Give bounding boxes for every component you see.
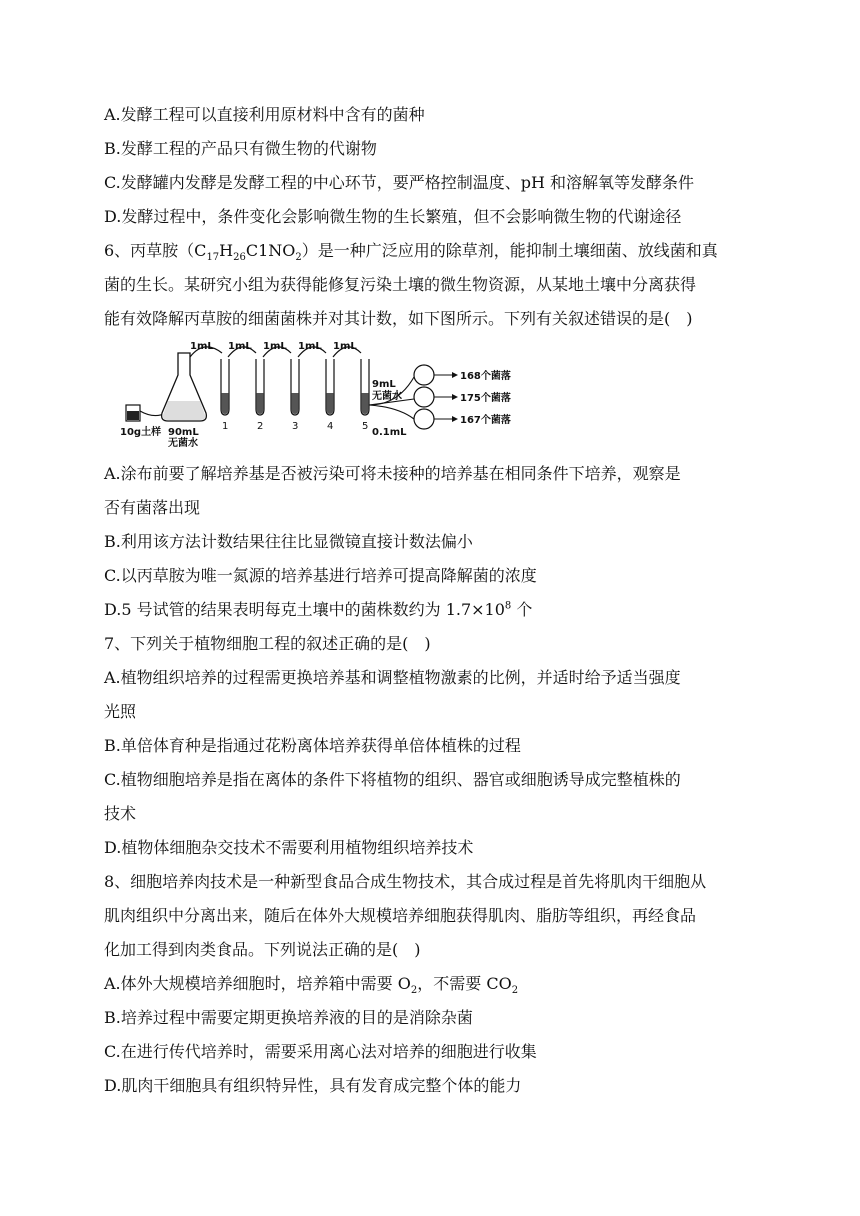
q6-option-d-text: D.5 号试管的结果表明每克土壤中的菌株数约为 1.7×10 (104, 600, 505, 619)
colony-count-1: 168个菌落 (460, 371, 511, 382)
q8-option-c: C.在进行传代培养时，需要采用离心法对培养的细胞进行收集 (104, 1042, 537, 1061)
q8-stem-line-2: 肌肉组织中分离出来，随后在体外大规模培养细胞获得肌肉、脂肪等组织，再经食品 (104, 906, 697, 925)
q8-formula-sub: 2 (511, 985, 519, 997)
q7-option-b: B.单倍体育种是指通过花粉离体培养获得单倍体植株的过程 (104, 736, 521, 755)
transfer-label: 1mL (298, 341, 322, 352)
q6-option-a-line-2: 否有菌落出现 (104, 498, 201, 517)
q6-option-d (104, 599, 532, 621)
dilution-diagram (118, 335, 558, 447)
q8-option-a-text: A.体外大规模培养细胞时，培养箱中需要 O (104, 974, 411, 993)
q6-stem-line-1 (104, 240, 718, 262)
q8-option-b: B.培养过程中需要定期更换培养液的目的是消除杂菌 (104, 1008, 473, 1027)
q6-formula-sub: 2 (295, 252, 302, 264)
flask-label-water: 无菌水 (168, 438, 198, 447)
result-arrow-head (452, 372, 458, 378)
q5-option-d: D.发酵过程中，条件变化会影响微生物的生长繁殖，但不会影响微生物的代谢途径 (104, 207, 682, 226)
plate-volume-label: 0.1mL (372, 427, 407, 438)
soil-fill (127, 411, 139, 420)
colony-count-2: 175个菌落 (460, 393, 511, 404)
q7-option-a-line-2: 光照 (104, 702, 137, 721)
q6-option-c: C.以丙草胺为唯一氮源的培养基进行培养可提高降解菌的浓度 (104, 566, 537, 585)
result-arrow-head (452, 394, 458, 400)
test-tube-2 (256, 359, 264, 415)
q6-option-d-exponent: 8 (504, 600, 512, 612)
petri-dish-1 (414, 365, 434, 385)
transfer-label: 1mL (263, 341, 287, 352)
q7-option-c-line-1: C.植物细胞培养是指在离体的条件下将植物的组织、器官或细胞诱导成完整植株的 (104, 770, 681, 789)
soil-label: 10g土样 (120, 427, 162, 438)
q8-stem-line-3: 化加工得到肉类食品。下列说法正确的是( ) (104, 940, 421, 959)
q7-option-d: D.植物体细胞杂交技术不需要利用植物组织培养技术 (104, 838, 474, 857)
transfer-label: 1mL (190, 341, 214, 352)
tube-number: 1 (222, 421, 229, 432)
q6-stem-text: 6、丙草胺（C (104, 241, 207, 260)
tube-water-label: 无菌水 (372, 391, 402, 402)
tube-number: 2 (257, 421, 264, 432)
q7-option-a-line-1: A.植物组织培养的过程需更换培养基和调整植物激素的比例，并适时给予适当强度 (104, 668, 681, 687)
q6-stem-line-2: 菌的生长。某研究小组为获得能修复污染土壤的微生物资源，从某地土壤中分离获得 (104, 275, 697, 294)
q5-option-a: A.发酵工程可以直接利用原材料中含有的菌种 (104, 105, 425, 124)
tube-water-volume: 9mL (372, 379, 396, 390)
colony-count-3: 167个菌落 (460, 415, 511, 426)
q6-stem-line-3: 能有效降解丙草胺的细菌菌株并对其计数，如下图所示。下列有关叙述错误的是( ) (104, 309, 693, 328)
q6-formula-sub: 26 (233, 252, 246, 264)
q6-option-a-line-1: A.涂布前要了解培养基是否被污染可将未接种的培养基在相同条件下培养，观察是 (104, 464, 681, 483)
tube-number: 3 (292, 421, 299, 432)
transfer-label: 1mL (333, 341, 357, 352)
flask-label-volume: 90mL (168, 427, 199, 438)
q6-stem-text: H (219, 241, 234, 260)
test-tube-4 (326, 359, 334, 415)
q8-option-a-text: ，不需要 CO (417, 974, 512, 993)
test-tube-3 (291, 359, 299, 415)
tube-number: 4 (327, 421, 334, 432)
q6-stem-text: ）是一种广泛应用的除草剂，能抑制土壤细菌、放线菌和真 (301, 241, 718, 260)
transfer-label: 1mL (228, 341, 252, 352)
test-tube-1 (221, 359, 229, 415)
q6-formula-sub: 17 (206, 252, 220, 264)
test-tube-5 (361, 359, 369, 415)
q6-option-d-text: 个 (511, 600, 533, 619)
flask-liquid (163, 401, 205, 420)
q5-option-b: B.发酵工程的产品只有微生物的代谢物 (104, 139, 377, 158)
q7-option-c-line-2: 技术 (104, 804, 137, 823)
q6-option-b: B.利用该方法计数结果往往比显微镜直接计数法偏小 (104, 532, 473, 551)
q8-option-d: D.肌肉干细胞具有组织特异性，具有发育成完整个体的能力 (104, 1076, 522, 1095)
petri-dish-2 (414, 387, 434, 407)
q6-stem-text: C1NO (245, 241, 296, 260)
q8-formula-sub: 2 (410, 985, 418, 997)
petri-dish-3 (414, 409, 434, 429)
q8-option-a (104, 973, 518, 995)
plate-branch (369, 405, 414, 419)
q8-stem-line-1: 8、细胞培养肉技术是一种新型食品合成生物技术，其合成过程是首先将肌肉干细胞从 (104, 872, 707, 891)
q7-stem: 7、下列关于植物细胞工程的叙述正确的是( ) (104, 634, 431, 653)
result-arrow-head (452, 416, 458, 422)
tube-number: 5 (362, 421, 369, 432)
q5-option-c: C.发酵罐内发酵是发酵工程的中心环节，要严格控制温度、pH 和溶解氧等发酵条件 (104, 173, 695, 192)
